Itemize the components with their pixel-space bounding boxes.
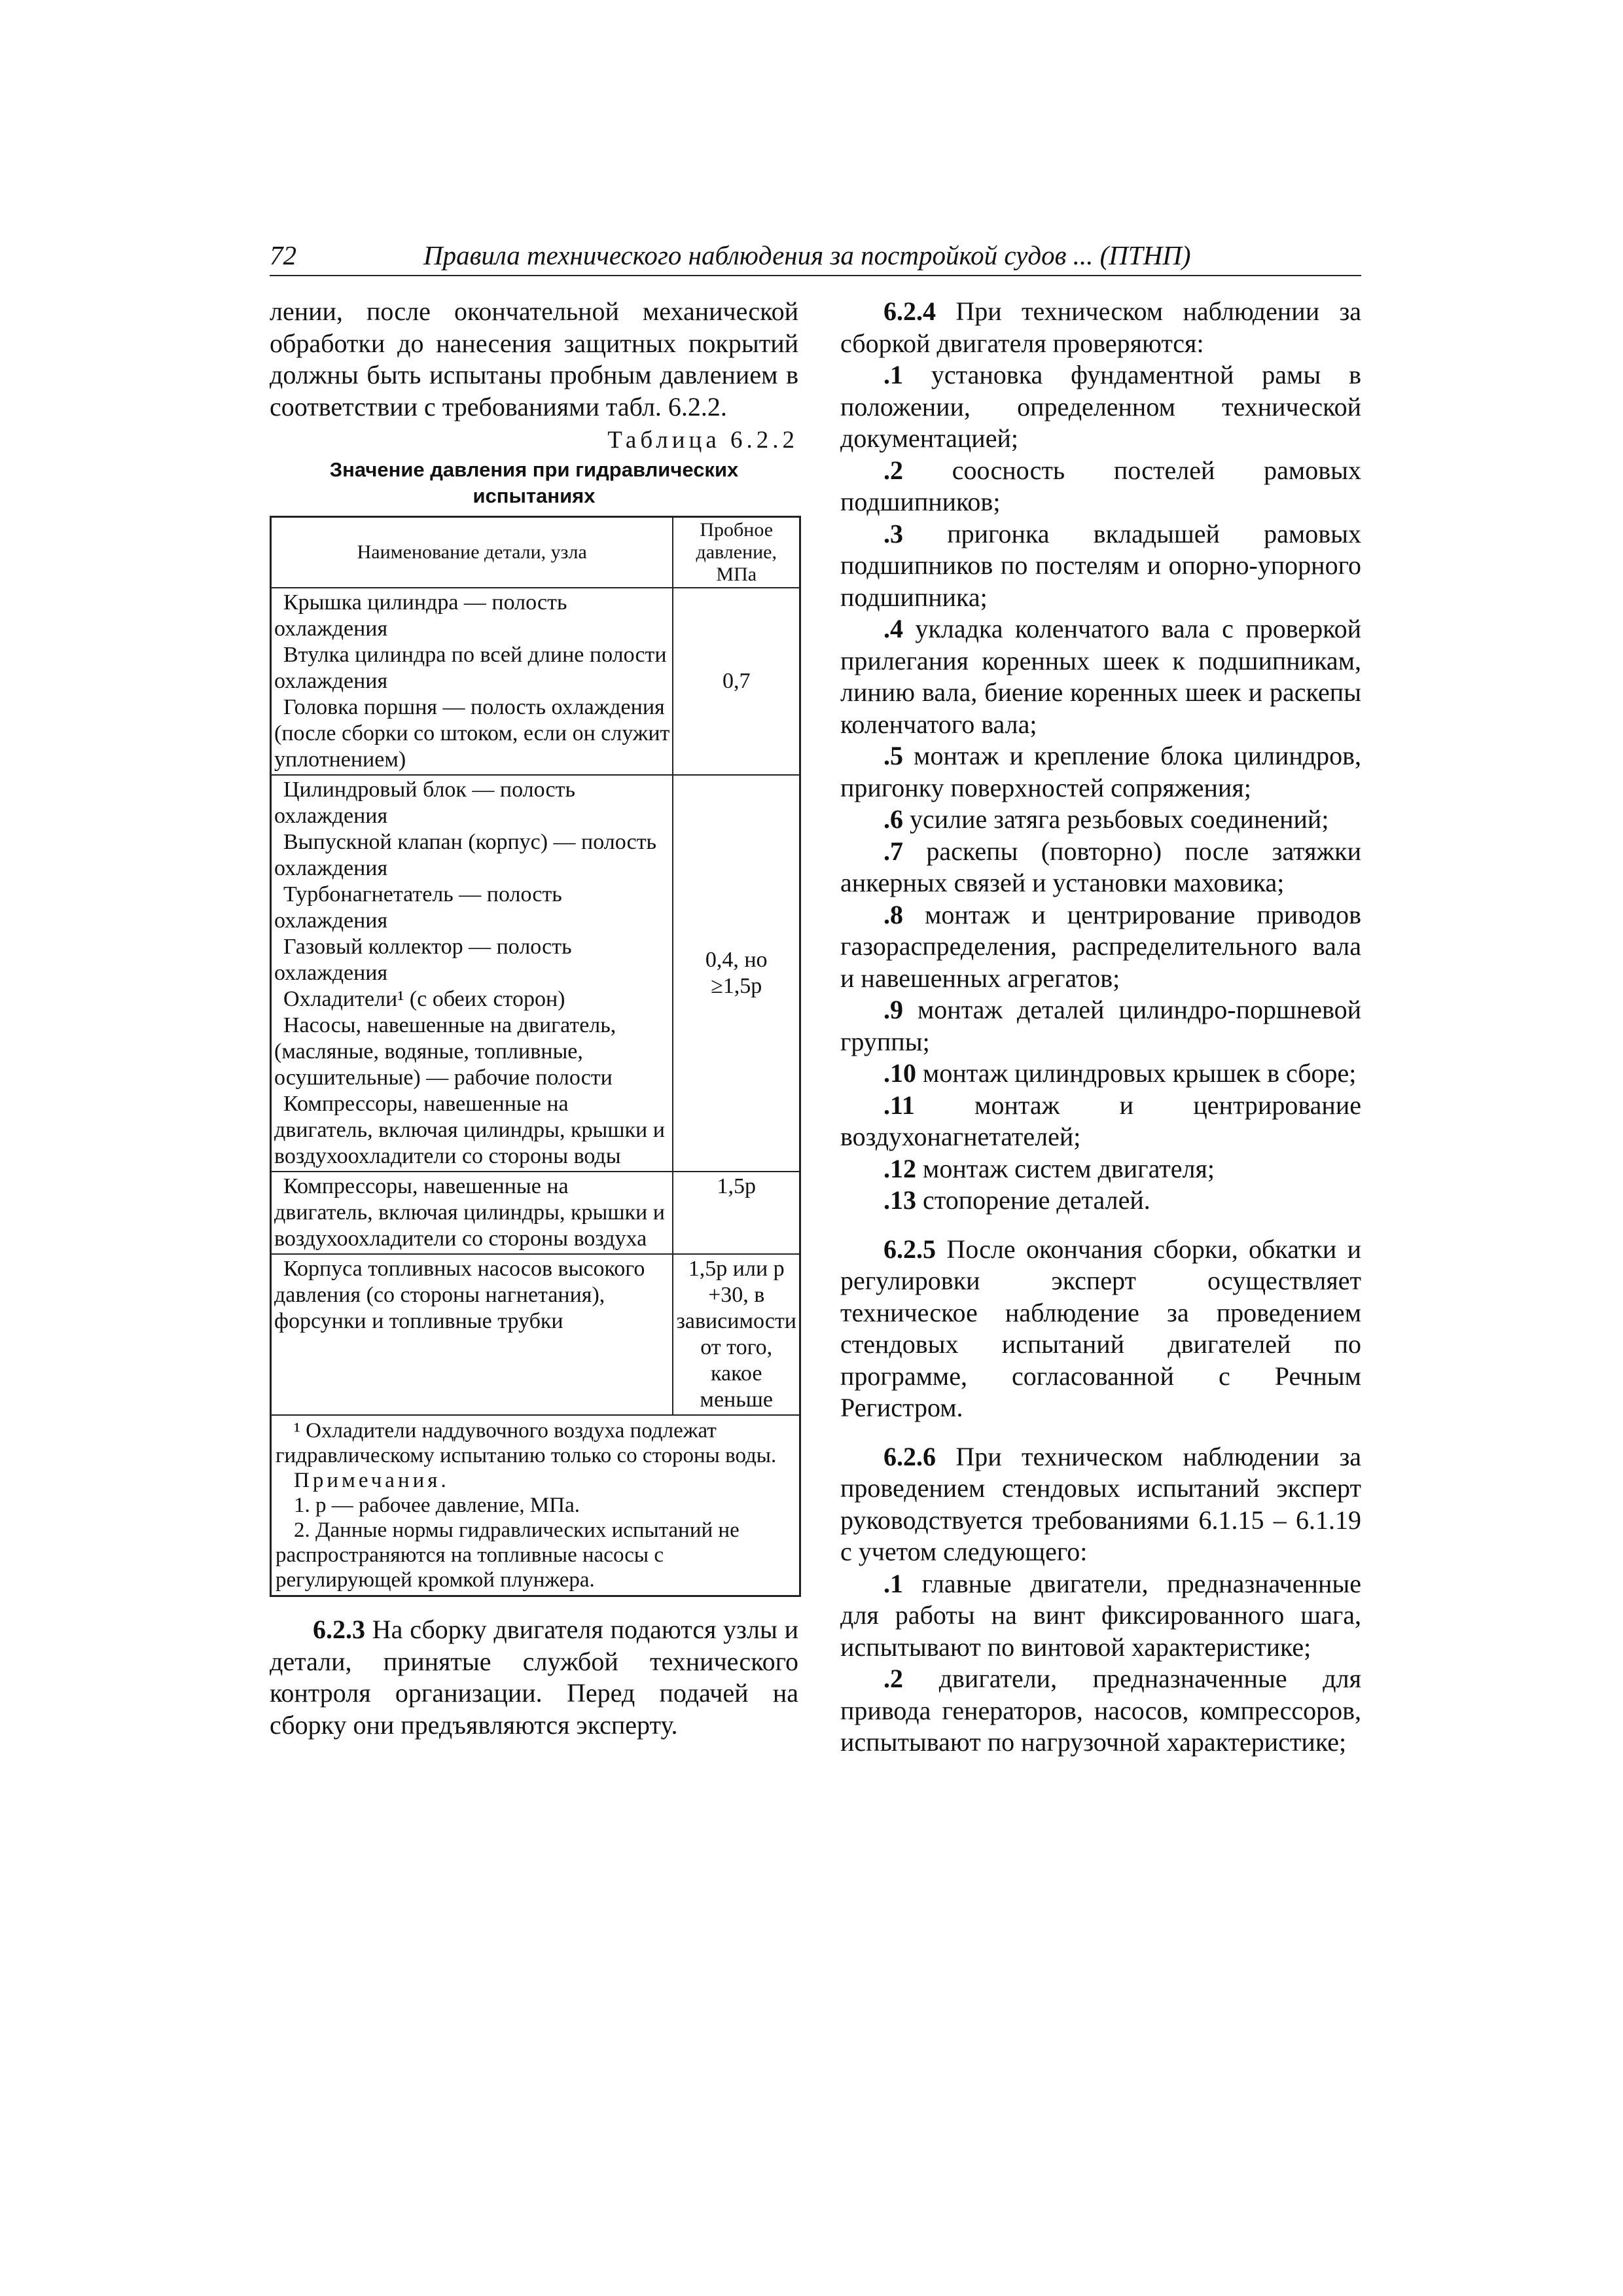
part-item: Головка поршня — полость охлаждения (после сборки со штоком, если он служит уплотнением) (274, 695, 670, 772)
list-item (840, 1185, 1361, 1217)
item-number: .4 (883, 614, 903, 643)
item-text: укладка коленчатого вала с проверкой прилегания коренных шеек к подшипникам, линию вала, биение коренных шеек и раскепы коленчатого вала; (840, 614, 1361, 739)
parts-cell (271, 775, 673, 1172)
right-column (840, 296, 1361, 1759)
paragraph-text: На сборку двигателя подаются узлы и детали, принятые службой технического контроля организации. Перед подачей на сборку они предъявляются эксперту. (270, 1615, 798, 1740)
item-text: соосность постелей рамовых подшипников; (840, 455, 1361, 516)
list-item (840, 1058, 1361, 1090)
list-item (840, 804, 1361, 836)
column-header-part-name: Наименование детали, узла (271, 517, 673, 588)
pressure-table (270, 516, 801, 1597)
part-item: Компрессоры, навешенные на двигатель, включая цилиндры, крышки и воздухоохладители со стороны воды (274, 1092, 665, 1168)
part-item: Компрессоры, навешенные на двигатель, включая цилиндры, крышки и воздухоохладители со стороны воздуха (274, 1174, 665, 1251)
paragraph-6-2-4 (840, 296, 1361, 359)
list-item (840, 359, 1361, 455)
item-number: .2 (883, 455, 903, 485)
table-row (271, 775, 800, 1172)
note-item: 2. Данные нормы гидравлических испытаний не распространяются на топливные насосы с регулирующей кромкой плунжера. (276, 1518, 740, 1592)
table-label: Таблица 6.2.2 (607, 427, 798, 454)
pressure-value: 0,7 (673, 588, 800, 775)
table-footnote: ¹ Охладители наддувочного воздуха подлежат гидравлическому испытанию только со стороны воды. (276, 1419, 777, 1467)
running-title: Правила технического наблюдения за постройкой судов ... (ПТНП) (423, 240, 1191, 270)
paragraph-6-2-6 (840, 1441, 1361, 1568)
list-item (840, 1663, 1361, 1759)
item-text: двигатели, предназначенные для привода генераторов, насосов, компрессоров, испытывают по нагрузочной характеристике; (840, 1664, 1361, 1757)
paragraph-text: При техническом наблюдении за сборкой двигателя проверяются: (840, 296, 1361, 358)
item-number: .10 (883, 1058, 916, 1088)
part-item: Цилиндровый блок — полость охлаждения (274, 778, 575, 828)
list-item (840, 518, 1361, 614)
item-text: главные двигатели, предназначенные для работы на винт фиксированного шага, испытывают по винтовой характеристике; (840, 1568, 1361, 1662)
parts-cell (271, 1172, 673, 1254)
pressure-value: 1,5p (673, 1172, 800, 1254)
parts-cell (271, 588, 673, 775)
list-item (840, 1153, 1361, 1185)
notes-heading: Примечания. (294, 1469, 450, 1492)
item-number: .2 (883, 1664, 903, 1693)
pressure-value-line: ≥1,5p (711, 974, 762, 998)
left-column (270, 296, 798, 1741)
column-header-test-pressure: Пробное давление, МПа (673, 517, 800, 588)
part-item: Газовый коллектор — полость охлаждения (274, 935, 572, 985)
list-item (840, 1090, 1361, 1153)
item-number: .7 (883, 836, 903, 866)
part-item: Корпуса топливных насосов высокого давления (со стороны нагнетания), форсунки и топливные трубки (274, 1257, 645, 1333)
item-text: монтаж систем двигателя; (916, 1153, 1215, 1183)
part-item: Насосы, навешенные на двигатель, (масляные, водяные, топливные, осушительные) — рабочие полости (274, 1013, 616, 1090)
item-text: монтаж и центрирование приводов газораспределения, распределительного вала и навешенных агрегатов; (840, 899, 1361, 993)
item-text: установка фундаментной рамы в положении, определенном технической документацией; (840, 360, 1361, 453)
table-row (271, 1254, 800, 1415)
item-number: .9 (883, 995, 903, 1024)
parts-cell (271, 1254, 673, 1415)
item-number: .1 (883, 1568, 903, 1598)
paragraph-text: После окончания сборки, обкатки и регулировки эксперт осуществляет техническое наблюдение за проведением стендовых испытаний двигателей по программе, согласованной с Речным Регистром. (840, 1234, 1361, 1422)
list-item (840, 1568, 1361, 1664)
list-item (840, 740, 1361, 804)
part-item: Охладители¹ (с обеих сторон) (283, 987, 565, 1011)
item-number: .11 (883, 1090, 915, 1120)
section-number: 6.2.6 (883, 1441, 936, 1471)
item-text: усилие затяга резьбовых соединений; (903, 804, 1329, 834)
intro-paragraph: лении, после окончательной механической обработки до нанесения защитных покрытий должны быть испытаны пробным давлением в соответствии с требованиями табл. 6.2.2. (270, 296, 798, 422)
item-number: .12 (883, 1153, 916, 1183)
page-header (270, 238, 1361, 276)
paragraph-6-2-3 (270, 1614, 798, 1741)
paragraph-text: При техническом наблюдении за проведением стендовых испытаний эксперт руководствуется требованиями 6.1.15 – 6.1.19 с учетом следующего: (840, 1441, 1361, 1566)
list-item (840, 455, 1361, 518)
table-notes (271, 1415, 800, 1596)
item-number: .6 (883, 804, 903, 834)
item-text: стопорение деталей. (916, 1185, 1150, 1215)
item-text: раскепы (повторно) после затяжки анкерных связей и установки маховика; (840, 836, 1361, 897)
section-number: 6.2.4 (883, 296, 936, 326)
table-row (271, 1172, 800, 1254)
part-item: Турбонагнетатель — полость охлаждения (274, 882, 562, 933)
paragraph-6-2-5 (840, 1234, 1361, 1424)
item-number: .13 (883, 1185, 916, 1215)
table-row (271, 588, 800, 775)
table-title: Значение давления при гидравлических испытаниях (329, 458, 739, 507)
page-number: 72 (270, 240, 296, 270)
pressure-value: 1,5p или p +30, в зависимости от того, какое меньше (673, 1254, 800, 1415)
pressure-value (673, 775, 800, 1172)
note-item: 1. p — рабочее давление, МПа. (294, 1494, 580, 1517)
part-item: Выпускной клапан (корпус) — полость охлаждения (274, 830, 657, 880)
item-text: монтаж и центрирование воздухонагнетателей; (840, 1090, 1361, 1151)
list-item (840, 994, 1361, 1058)
item-text: монтаж деталей цилиндро-поршневой группы; (840, 995, 1361, 1056)
item-number: .3 (883, 518, 903, 548)
item-text: монтаж цилиндровых крышек в сборе; (916, 1058, 1357, 1088)
list-item (840, 836, 1361, 899)
item-text: монтаж и крепление блока цилиндров, пригонку поверхностей сопряжения; (840, 741, 1361, 802)
section-number: 6.2.3 (313, 1615, 365, 1644)
item-text: пригонка вкладышей рамовых подшипников по постелям и опорно-упорного подшипника; (840, 518, 1361, 612)
part-item: Крышка цилиндра — полость охлаждения (274, 590, 567, 641)
table-notes-row (271, 1415, 800, 1596)
item-number: .5 (883, 741, 903, 770)
item-number: .1 (883, 360, 903, 389)
part-item: Втулка цилиндра по всей длине полости охлаждения (274, 643, 667, 693)
pressure-value-line: 0,4, но (705, 948, 768, 972)
table-header-row (271, 517, 800, 588)
section-number: 6.2.5 (883, 1234, 936, 1264)
list-item (840, 613, 1361, 740)
item-number: .8 (883, 899, 903, 929)
list-item (840, 899, 1361, 995)
